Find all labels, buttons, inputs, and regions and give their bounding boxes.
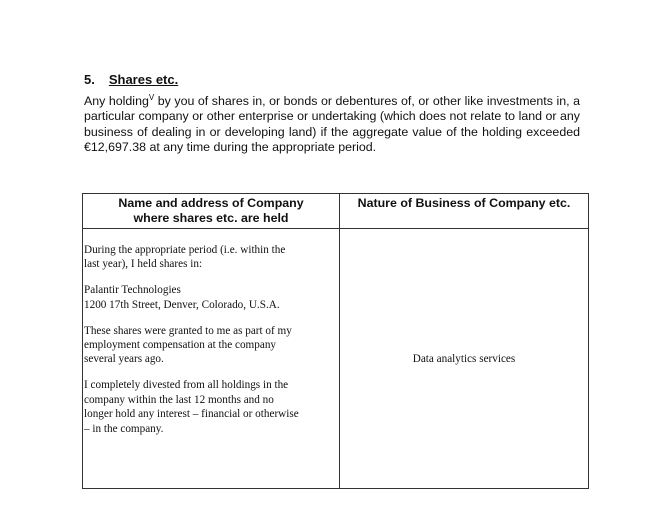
divestment-paragraph: [84, 378, 339, 436]
paragraph-line: These shares were granted to me as part of my: [84, 324, 292, 337]
intro-line: by you of shares in, or bonds or debentures of, or other like: [157, 94, 484, 108]
section-title: Shares etc.: [108, 72, 179, 87]
header-line: Name and address of Company: [118, 196, 304, 210]
business-column-header: Nature of Business of Company etc.: [340, 194, 589, 229]
paragraph-line: During the appropriate period (i.e. within the: [84, 244, 286, 256]
holding-period-paragraph: [84, 243, 339, 272]
paragraph-line: longer hold any interest – financial or otherwise: [84, 408, 299, 421]
paragraph-line: 1200 17th Street, Denver, Colorado, U.S.A.: [84, 298, 280, 311]
paragraph-line: Palantir Technologies: [84, 284, 181, 297]
paragraph-line: employment compensation at the company: [84, 339, 277, 352]
shares-table: [82, 193, 589, 489]
paragraph-line: last year), I held shares in:: [84, 258, 203, 271]
section-intro: [84, 94, 580, 156]
header-line: where shares etc. are held: [133, 211, 289, 225]
paragraph-line: – in the company.: [84, 422, 164, 435]
section-number: 5.: [84, 72, 95, 87]
company-address-paragraph: [84, 283, 339, 312]
intro-line: investments in, a particular company or other enterprise or undertaking (which: [84, 94, 580, 124]
paragraph-line: several years ago.: [84, 353, 164, 366]
intro-line: does not relate to land or any business of dealing in or developing land) if the: [84, 109, 580, 139]
table-row: [83, 229, 589, 489]
nature-of-business-cell: Data analytics services: [340, 229, 589, 489]
footnote-mark: V: [148, 92, 155, 102]
company-details-cell: [83, 229, 340, 489]
paragraph-line: company within the last 12 months and no: [84, 393, 274, 406]
paragraph-line: I completely divested from all holdings in the: [84, 379, 289, 392]
intro-line: Any holding: [84, 94, 149, 108]
intro-line: appropriate period.: [272, 140, 377, 155]
intro-line: aggregate value of the holding exceeded €12,697.38 at any time during the: [84, 124, 580, 155]
grant-paragraph: [84, 324, 339, 367]
table-header-row: [83, 194, 589, 229]
company-column-header: [83, 194, 340, 229]
section-heading: [84, 72, 178, 87]
